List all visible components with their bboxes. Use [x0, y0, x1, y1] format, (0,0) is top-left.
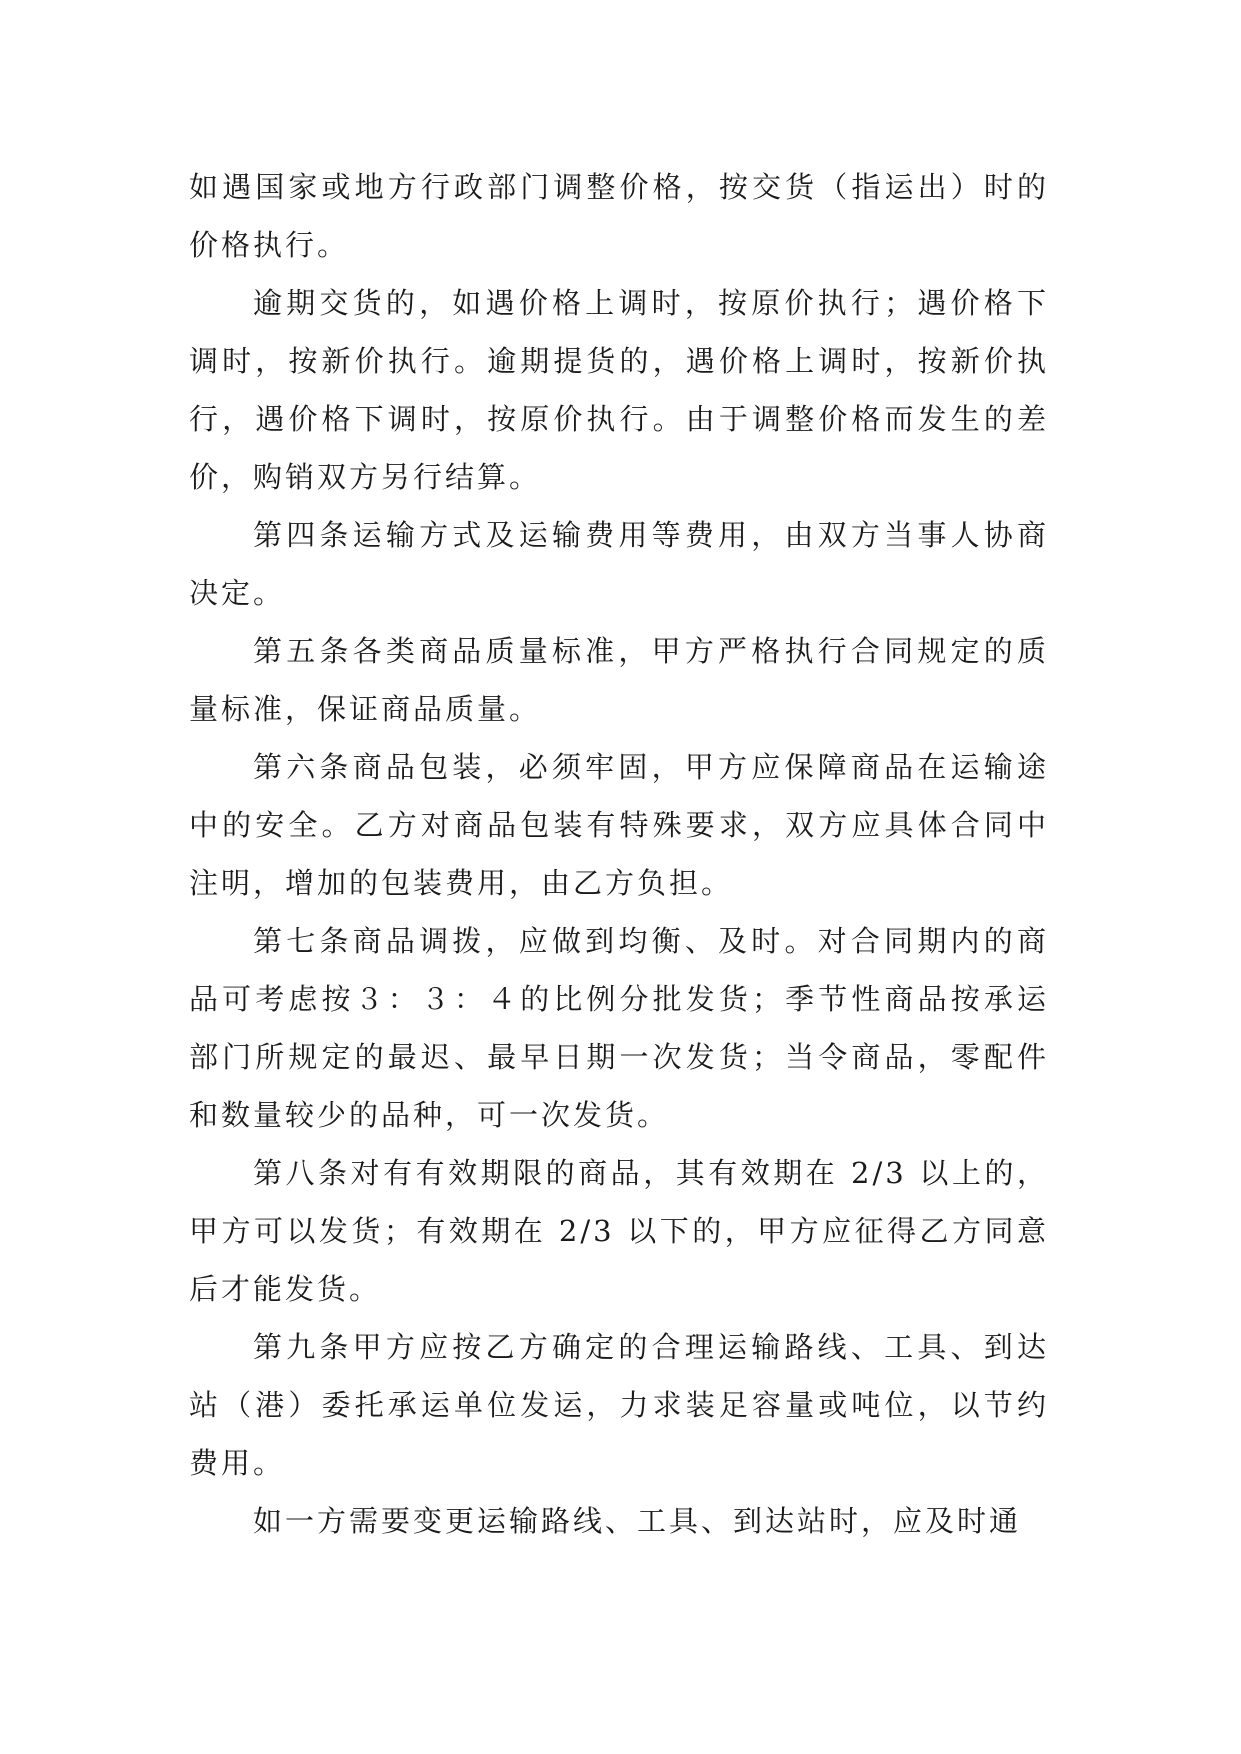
paragraph-article-4: 第四条运输方式及运输费用等费用，由双方当事人协商决定。 — [189, 518, 1049, 610]
paragraph-article-9: 第九条甲方应按乙方确定的合理运输路线、工具、到达站（港）委托承运单位发运，力求装足容量或吨位，以节约费用。 — [189, 1330, 1049, 1480]
document-body — [189, 158, 1049, 1550]
paragraph-price-adjustment: 如遇国家或地方行政部门调整价格，按交货（指运出）时的价格执行。 — [189, 170, 1049, 262]
paragraph-article-5: 第五条各类商品质量标准，甲方严格执行合同规定的质量标准，保证商品质量。 — [189, 634, 1049, 726]
paragraph-overdue-delivery: 逾期交货的，如遇价格上调时，按原价执行；遇价格下调时，按新价执行。逾期提货的，遇价格上调时，按新价执行，遇价格下调时，按原价执行。由于调整价格而发生的差价，购销双方另行结算。 — [189, 286, 1049, 494]
paragraph-route-change: 如一方需要变更运输路线、工具、到达站时，应及时通 — [253, 1504, 1022, 1538]
paragraph-article-6: 第六条商品包装，必须牢固，甲方应保障商品在运输途中的安全。乙方对商品包装有特殊要求，双方应具体合同中注明，增加的包装费用，由乙方负担。 — [189, 750, 1049, 900]
paragraph-article-8: 第八条对有有效期限的商品，其有效期在 2/3 以上的，甲方可以发货；有效期在 2/3 以下的，甲方应征得乙方同意后才能发货。 — [189, 1156, 1049, 1306]
paragraph-article-7: 第七条商品调拨，应做到均衡、及时。对合同期内的商品可考虑按３：３：４的比例分批发货；季节性商品按承运部门所规定的最迟、最早日期一次发货；当令商品，零配件和数量较少的品种，可一次发货。 — [189, 924, 1049, 1132]
